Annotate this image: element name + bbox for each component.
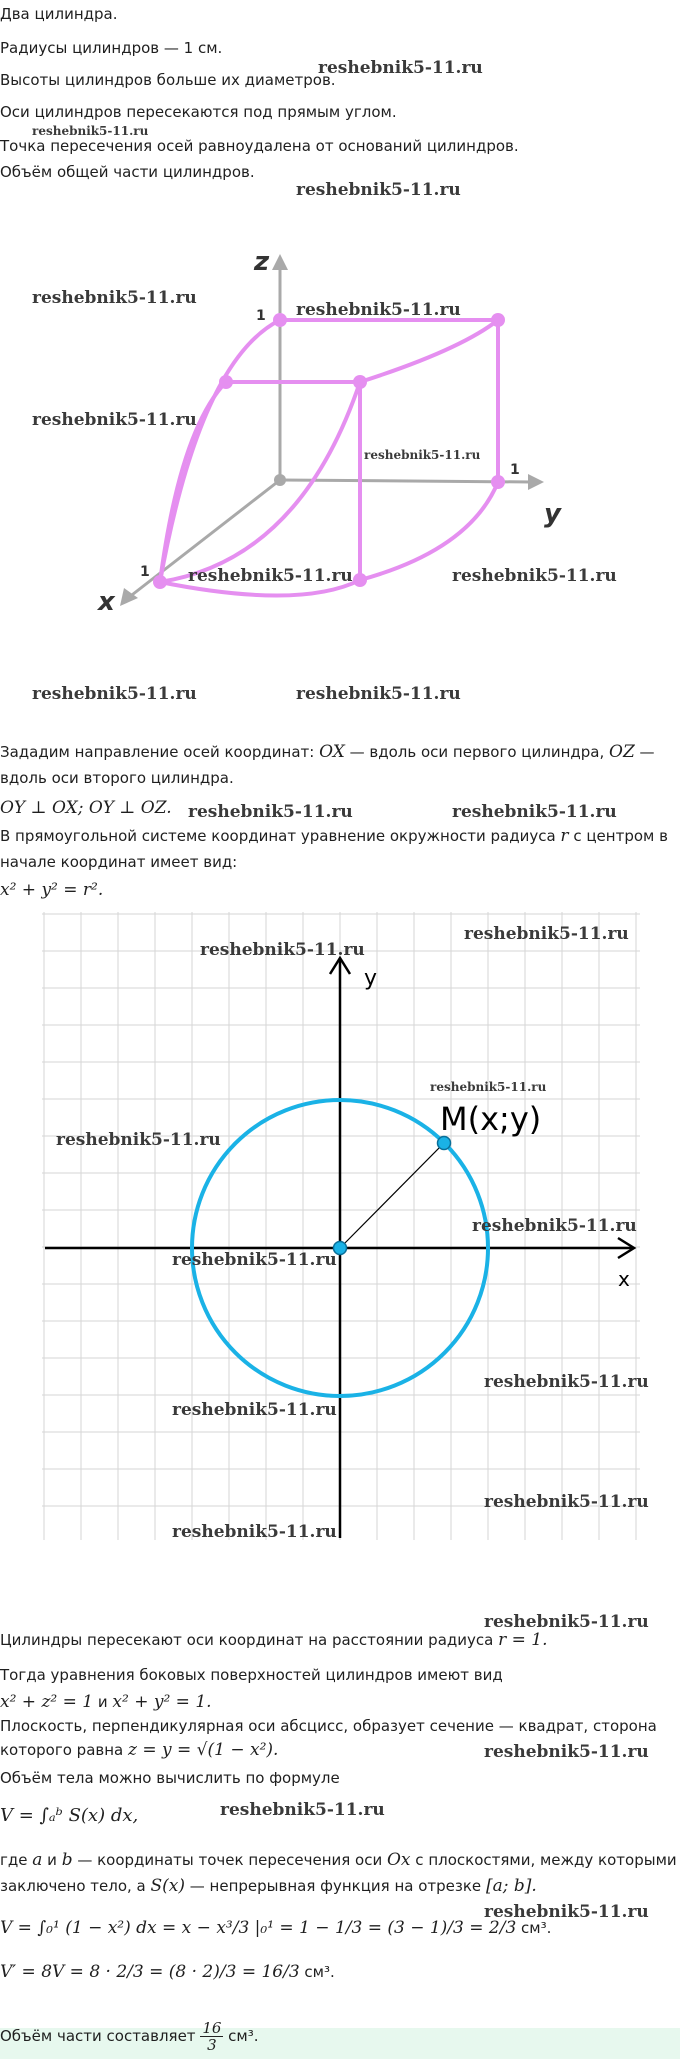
volume-intro: Объём тела можно вычислить по формуле (0, 1769, 340, 1787)
y-label-2d: y (364, 966, 378, 991)
watermark: reshebnik5-11.ru (452, 566, 617, 586)
axes-direction-line-2: вдоль оси второго цилиндра. (0, 769, 234, 787)
watermark: reshebnik5-11.ru (188, 566, 353, 586)
point-m-label: M(x;y) (440, 1100, 542, 1138)
axes-direction-line-1: Зададим направление осей координат: OX — вдоль оси первого цилиндра, OZ — (0, 742, 655, 762)
z-label: z (254, 247, 270, 277)
z-unit-label: 1 (256, 308, 266, 324)
ab-line-2: заключено тело, а S(x) — непрерывная функция на отрезке [a; b]. (0, 1876, 537, 1896)
surfaces-equations: x² + z² = 1 и x² + y² = 1. (0, 1692, 212, 1712)
plane-line-1: Плоскость, перпендикулярная оси абсцисс, образует сечение — квадрат, сторона (0, 1717, 657, 1735)
watermark: reshebnik5-11.ru (364, 448, 481, 462)
watermark: reshebnik5-11.ru (32, 124, 149, 138)
watermark: reshebnik5-11.ru (472, 1216, 637, 1236)
watermark: reshebnik5-11.ru (32, 410, 197, 430)
x-label-2d: x (618, 1267, 630, 1291)
watermark: reshebnik5-11.ru (56, 1130, 221, 1150)
watermark: reshebnik5-11.ru (464, 924, 629, 944)
circle-intro-line-2: начале координат имеет вид: (0, 853, 238, 871)
y-label: y (544, 499, 561, 529)
circle-intro-line-1: В прямоугольной системе координат уравнение окружности радиуса r с центром в (0, 826, 668, 846)
surfaces-line: Тогда уравнения боковых поверхностей цилиндров имеют вид (0, 1666, 503, 1684)
plane-line-2: которого равна z = y = √(1 − x²). (0, 1740, 279, 1760)
calc-line-2: V′ = 8V = 8 · 2/3 = (8 · 2)/3 = 16/3 см³. (0, 1962, 335, 1982)
volume-formula: V = ∫ₐᵇ S(x) dx, (0, 1805, 139, 1826)
watermark: reshebnik5-11.ru (452, 802, 617, 822)
watermark: reshebnik5-11.ru (172, 1250, 337, 1270)
watermark: reshebnik5-11.ru (484, 1372, 649, 1392)
answer-line: Объём части составляет $\frac{16}{3}$ см³. (0, 2019, 259, 2054)
watermark: reshebnik5-11.ru (296, 684, 461, 704)
y-unit-label: 1 (510, 462, 520, 478)
watermark: reshebnik5-11.ru (32, 684, 197, 704)
watermark: reshebnik5-11.ru (484, 1612, 649, 1632)
circle-equation: x² + y² = r². (0, 880, 104, 900)
watermark: reshebnik5-11.ru (318, 58, 483, 78)
watermark: reshebnik5-11.ru (172, 1400, 337, 1420)
x-unit-label: 1 (140, 564, 150, 580)
watermark: reshebnik5-11.ru (296, 300, 461, 320)
watermark: reshebnik5-11.ru (484, 1492, 649, 1512)
problem-line-4: Оси цилиндров пересекаются под прямым углом. (0, 103, 397, 121)
ab-line-1: где a и b — координаты точек пересечения оси Ox с плоскостями, между которыми (0, 1850, 677, 1870)
problem-line-1: Два цилиндра. (0, 5, 118, 23)
perpendicular-axes: OY ⊥ OX; OY ⊥ OZ. (0, 798, 172, 818)
watermark: reshebnik5-11.ru (32, 288, 197, 308)
z-axis-arrow (272, 254, 288, 270)
y-axis-arrow (528, 474, 544, 490)
calc-line-1: V = ∫₀¹ (1 − x²) dx = x − x³/3 |₀¹ = 1 − 1/3 = (3 − 1)/3 = 2/3 см³. (0, 1918, 552, 1938)
watermark: reshebnik5-11.ru (188, 802, 353, 822)
watermark: reshebnik5-11.ru (484, 1902, 649, 1922)
watermark: reshebnik5-11.ru (484, 1742, 649, 1762)
watermark: reshebnik5-11.ru (296, 180, 461, 200)
problem-line-3: Высоты цилиндров больше их диаметров. (0, 71, 336, 89)
answer-fraction: $\frac{16}{3}$ (202, 2019, 222, 2054)
watermark: reshebnik5-11.ru (430, 1080, 547, 1094)
watermark: reshebnik5-11.ru (220, 1800, 385, 1820)
watermark: reshebnik5-11.ru (172, 1522, 337, 1542)
x-label: x (98, 587, 115, 617)
point-m (438, 1137, 451, 1150)
problem-line-2: Радиусы цилиндров — 1 см. (0, 39, 223, 57)
intersect-line: Цилиндры пересекают оси координат на расстоянии радиуса r = 1. (0, 1630, 548, 1650)
problem-line-5: Точка пересечения осей равноудалена от оснований цилиндров. (0, 137, 519, 155)
watermark: reshebnik5-11.ru (200, 940, 365, 960)
problem-line-6: Объём общей части цилиндров. (0, 163, 255, 181)
origin-dot (274, 474, 286, 486)
